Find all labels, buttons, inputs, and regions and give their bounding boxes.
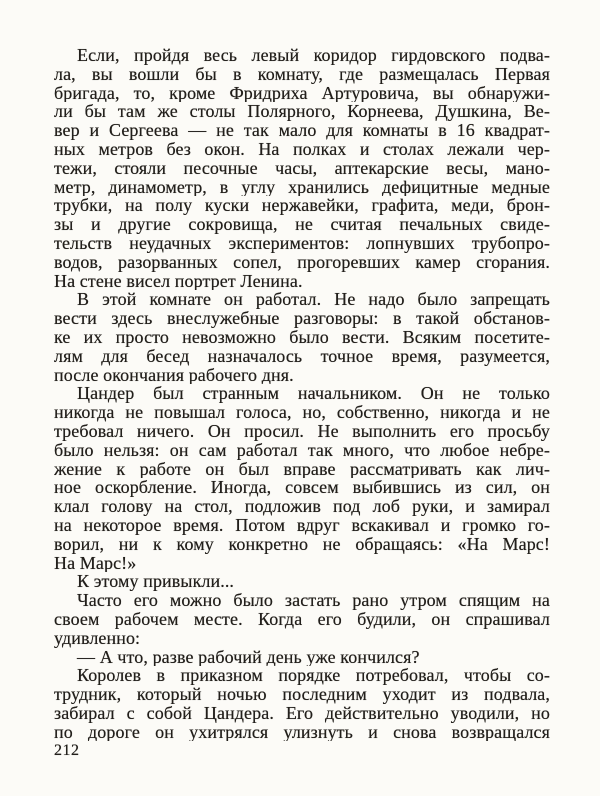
- text-line: забирал с собой Цандера. Его действительно уводили, но: [54, 703, 550, 723]
- text-line: метр, динамометр, в углу хранились дефицитные медные: [54, 177, 550, 197]
- text-line: На Марс!»: [54, 553, 137, 573]
- text-line: Цандер был странным начальником. Он не только: [77, 384, 550, 404]
- text-line: удивленно:: [54, 628, 141, 648]
- text-line: после окончания рабочего дня.: [54, 365, 294, 385]
- text-line: ке их просто невозможно было вести. Всяким посетите-: [54, 327, 550, 347]
- text-line: по дороге он ухитрялся улизнуть и снова возвращался: [54, 722, 550, 742]
- text-line: бригада, то, кроме Фридриха Артуровича, вы обнаружи-: [54, 83, 550, 103]
- page-text: [54, 46, 550, 741]
- text-line: тельств неудачных экспериментов: лопнувших трубопро-: [54, 233, 550, 253]
- text-line: На стене висел портрет Ленина.: [54, 271, 303, 291]
- text-line: ла, вы вошли бы в комнату, где размещалась Первая: [54, 64, 550, 84]
- page-number: 212: [54, 742, 80, 759]
- text-line: лям для бесед назначалось точное время, разумеется,: [54, 346, 550, 366]
- paragraph: [54, 384, 550, 572]
- text-line: трубки, на полу куски нержавейки, графита, меди, брон-: [54, 196, 550, 216]
- text-line: жение к работе он был вправе рассматривать как лич-: [54, 459, 550, 479]
- text-line: Часто его можно было застать рано утром спящим на: [77, 591, 550, 610]
- paragraph: [54, 648, 550, 667]
- text-line: В этой комнате он работал. Не надо было запрещать: [77, 290, 550, 310]
- text-line: зы и другие сокровища, не считая печальных свиде-: [54, 215, 550, 234]
- text-line: тежи, стояли песочные часы, аптекарские весы, мано-: [54, 158, 550, 178]
- paragraph: [54, 591, 550, 647]
- text-line: Королев в приказном порядке потребовал, чтобы со-: [77, 666, 550, 686]
- text-line: трудник, который ночью последним уходит из подвала,: [54, 685, 550, 704]
- paragraph: [54, 290, 550, 384]
- text-line: вести здесь внеслужебные разговоры: в такой обстанов-: [54, 309, 550, 328]
- text-line: ное оскорбление. Иногда, совсем выбившись из сил, он: [54, 478, 550, 498]
- text-line: ных метров без окон. На полках и столах лежали чер-: [54, 139, 550, 159]
- text-line: ли бы там же столы Полярного, Корнеева, Душкина, Ве-: [54, 102, 550, 122]
- text-line: никогда не повышал голоса, но, собственно, никогда и не: [54, 403, 550, 422]
- text-line: К этому привыкли...: [77, 572, 235, 592]
- paragraph: [54, 572, 550, 591]
- text-line: было нельзя: он сам работал так много, что любое небре-: [54, 440, 550, 460]
- paragraph: [54, 666, 550, 741]
- text-line: ворил, ни к кому конкретно не обращаясь: «На Марс!: [54, 534, 550, 554]
- text-line: клал голову на стол, подложив под лоб руки, и замирал: [54, 497, 550, 516]
- text-line: — А что, разве рабочий день уже кончился?: [77, 647, 420, 667]
- text-line: на некоторое время. Потом вдруг вскакивал и громко го-: [54, 515, 550, 535]
- paragraph: [54, 46, 550, 290]
- text-line: своем рабочем месте. Когда его будили, он спрашивал: [54, 609, 550, 629]
- text-line: вер и Сергеева — не так мало для комнаты в 16 квадрат-: [54, 121, 550, 140]
- text-line: Если, пройдя весь левый коридор гирдовского подва-: [77, 46, 550, 65]
- text-line: требовал ничего. Он просил. Не выполнить его просьбу: [54, 421, 550, 441]
- text-line: водов, разорванных сопел, прогоревших камер сгорания.: [54, 252, 550, 272]
